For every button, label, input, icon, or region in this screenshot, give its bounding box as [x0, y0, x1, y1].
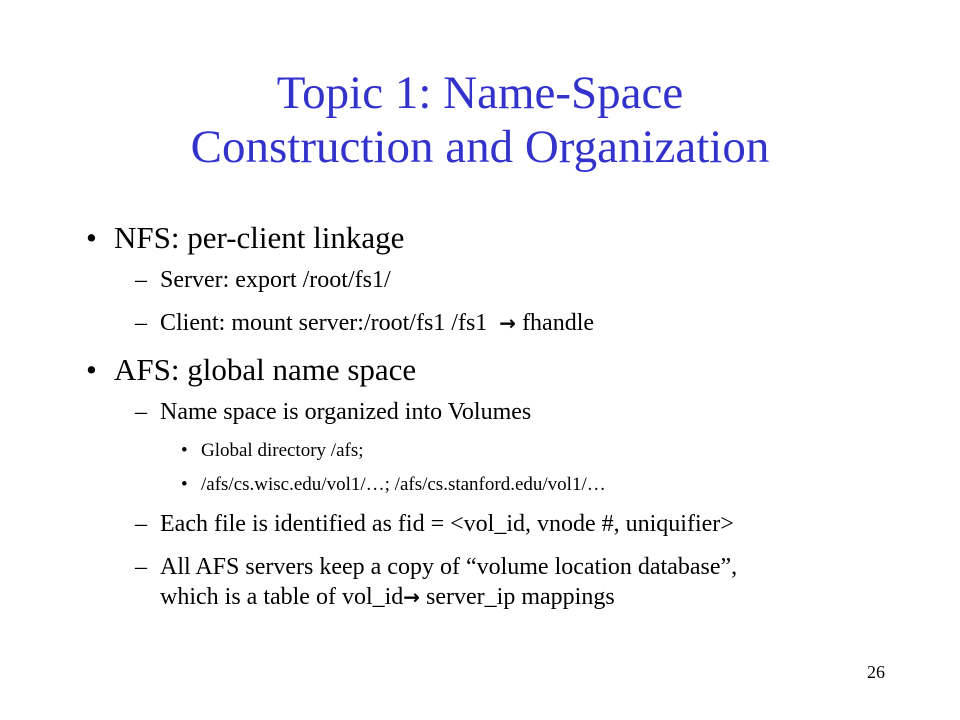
- title-line-1: Topic 1: Name-Space: [276, 67, 684, 119]
- bullet-marker: •: [181, 440, 188, 461]
- dash-marker: –: [135, 554, 147, 580]
- vldb-text: which is a table of vol_id: [160, 584, 404, 610]
- sub-bullet-vldb-line2: [160, 584, 615, 611]
- page-number: 26: [867, 662, 885, 682]
- client-text: Client: mount server:/root/fs1 /fs1: [160, 310, 488, 336]
- title-line-2: Construction and Organization: [190, 121, 770, 173]
- arrow-icon: →: [403, 585, 421, 609]
- sub-bullet-client: [160, 310, 594, 337]
- slide-title: [0, 66, 960, 174]
- sub-bullet-fid: Each file is identified as fid = <vol_id, vnode #, uniquifier>: [160, 511, 734, 537]
- mappings-text: server_ip mappings: [420, 584, 615, 610]
- dash-marker: –: [135, 399, 147, 425]
- bullet-afs: AFS: global name space: [114, 352, 417, 387]
- dash-marker: –: [135, 511, 147, 537]
- arrow-icon: →: [499, 311, 517, 335]
- bullet-nfs: NFS: per-client linkage: [114, 220, 405, 255]
- dash-marker: –: [135, 267, 147, 293]
- sub-bullet-vldb-line1: All AFS servers keep a copy of “volume location database”,: [160, 554, 738, 580]
- fhandle-text: fhandle: [522, 310, 595, 336]
- sub-bullet-server: Server: export /root/fs1/: [160, 267, 391, 293]
- sub-bullet-volumes: Name space is organized into Volumes: [160, 399, 532, 425]
- sub-sub-bullet-paths: /afs/cs.wisc.edu/vol1/…; /afs/cs.stanford.edu/vol1/…: [201, 474, 606, 495]
- bullet-marker: •: [86, 352, 97, 387]
- bullet-marker: •: [86, 220, 97, 255]
- bullet-marker: •: [181, 474, 188, 495]
- sub-sub-bullet-global-dir: Global directory /afs;: [201, 440, 364, 461]
- dash-marker: –: [135, 310, 147, 336]
